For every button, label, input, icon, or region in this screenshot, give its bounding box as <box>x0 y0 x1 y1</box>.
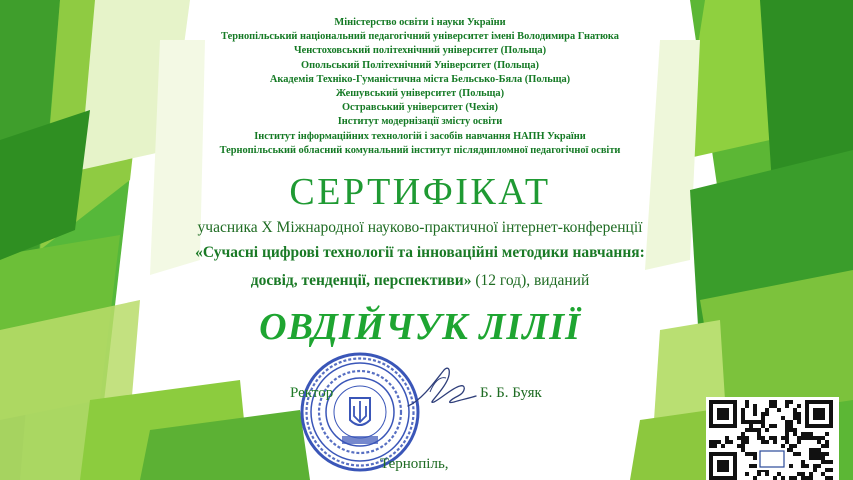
hours-text: (12 год), виданий <box>475 272 590 289</box>
organizers-list <box>180 16 660 158</box>
organizer-line: Тернопільський обласний комунальний інститут післядипломної педагогічної освіти <box>219 144 621 156</box>
conference-title-line2 <box>120 271 720 291</box>
issue-city: Тернопіль, <box>380 456 449 472</box>
qr-code <box>709 400 836 480</box>
organizer-line: Академія Техніко-Гуманістична міста Бельсько-Бяла (Польща) <box>269 73 571 85</box>
organizer-line: Тернопільський національний педагогічний університет імені Володимира Гнатюка <box>221 31 619 43</box>
organizer-line: Жешувський університет (Польща) <box>335 88 505 100</box>
rector-name: Б. Б. Буяк <box>480 385 542 401</box>
organizer-line: Ченстоховський політехнічний університет (Польща) <box>293 45 547 57</box>
organizer-line: Остравський університет (Чехія) <box>341 102 499 114</box>
organizer-line: Інститут інформаційних технологій і засобів навчання НАПН України <box>254 130 586 142</box>
rector-title: Ректор <box>290 385 334 401</box>
recipient-name: ОВДІЙЧУК ЛІЛІЇ <box>259 306 581 348</box>
certificate-subtitle: учасника X Міжнародної науково-практичної інтернет-конференції <box>197 219 643 236</box>
conference-title-line1: «Сучасні цифрові технології та інноваційні методики навчання: <box>195 244 645 261</box>
organizer-line: Опольський Політехнічний Університет (Польща) <box>301 59 539 71</box>
rector-signature <box>400 362 480 417</box>
conference-title-part2: досвід, тенденції, перспективи» <box>250 272 472 289</box>
qr-code-panel <box>706 397 839 480</box>
organizer-line: Міністерство освіти і науки України <box>334 17 506 28</box>
organizer-line: Інститут модернізації змісту освіти <box>337 116 503 128</box>
certificate-title: СЕРТИФІКАТ <box>289 171 551 213</box>
